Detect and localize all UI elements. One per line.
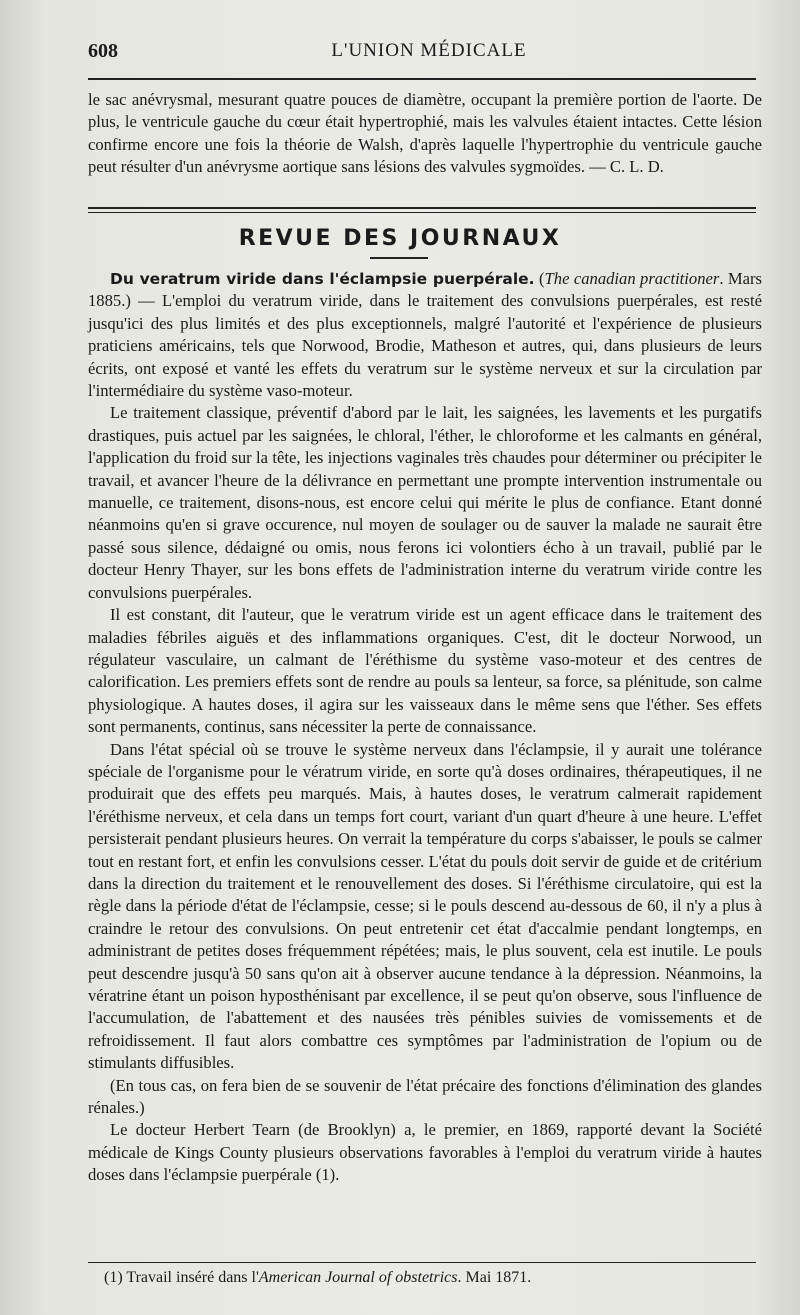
page-header	[88, 40, 770, 70]
article-paragraph: (En tous cas, on fera bien de se souvenir de l'état précaire des fonctions d'élimination des glandes rénales.)	[88, 1075, 762, 1118]
article-paragraph: L'emploi du veratrum viride, dans le traitement des convulsions puerpérales, est resté jusqu'ici des plus limités et des plus exceptionnels, malgré l'autorité et l'expérience de plusieurs praticiens américains, tels que Norwood, Brodie, Matheson et autres, qui, dans plusieurs de leurs écrits, ont exposé et vanté les effets du veratrum sur le système nerveux et sur la circulation par l'intermédiaire du système vaso-moteur.	[88, 291, 762, 401]
footnote-rule	[88, 1262, 756, 1263]
footnote	[104, 1267, 764, 1289]
article-paragraph: Le traitement classique, préventif d'abord par le lait, les saignées, les lavements et les purgatifs drastiques, puis actuel par les saignées, le chloral, l'éther, le chloroforme et les calmants en général, l'application du froid sur la tête, les injections vaginales très chaudes pour déterminer ou précipiter le travail, et avancer l'heure de la délivrance en permettant une prompte intervention instrumentale ou manuelle, ce traitement, disons-nous, est encore celui qui mérite le plus de confiance. Etant donné néanmoins qu'en si grave occurence, nul moyen de soulager ou de sauver la malade ne saurait être passé sous silence, dédaigné ou omis, nous ferons ici volontiers écho à un travail, publié par le docteur Henry Thayer, sur les bons effets de l'administration interne du veratrum viride contre les convulsions puerpérales.	[88, 403, 762, 602]
article-paragraph: Dans l'état spécial où se trouve le système nerveux dans l'éclampsie, il y aurait une tolérance spéciale de l'organisme pour le vératrum viride, en sorte qu'à doses ordinaires, thérapeutiques, il ne produirait que des effets peu marqués. Mais, à hautes doses, le veratrum calmerait rapidement l'éréthisme nerveux, et cela dans un temps fort court, variant d'un quart d'heure à une heure. L'effet persisterait pendant plusieurs heures. On verrait la température du corps s'abaisser, le pouls se calmer tout en restant fort, et enfin les convulsions cesser. L'état du pouls doit servir de guide et de critérium dans la direction du traitement et le renouvellement des doses. Si l'éréthisme circulatoire, qui est la règle dans la période d'état de l'éclampsie, cesse; si le pouls descend au-dessous de 60, il n'y a plus à craindre le retour des convulsions. On peut entretenir cet état d'accalmie pendant longtemps, en administrant de petites doses fréquemment répétées; mais, le plus souvent, cela est inutile. Le pouls peut descendre jusqu'à 50 sans qu'on ait à observer aucune tendance à la dépression. Néanmoins, la vératrine étant un poison hyposthénisant par excellence, il se peut qu'on observe, sous l'influence de l'accumulation, de l'abattement et des nausées très pénibles suivies de vomissements et de refroidissement. Il faut alors combattre ces symptômes par l'administration de l'opium ou de stimulants diffusibles.	[88, 739, 762, 1073]
intro-paragraph: le sac anévrysmal, mesurant quatre pouces de diamètre, occupant la première portion de l'aorte. De plus, le ventricule gauche du cœur était hypertrophié, mais les valvules étaient intactes. Cette lésion confirme encore une fois la théorie de Walsh, d'après laquelle l'hypertrophie du ventricule gauche peut résulter d'un anévrysme aortique sans lésions des valvules sygmoïdes. — C. L. D.	[88, 90, 762, 177]
section-rule-top	[88, 207, 756, 209]
section-title: REVUE DES JOURNAUX	[238, 226, 562, 251]
footnote-text-after: . Mai 1871.	[457, 1269, 532, 1286]
running-title: L'UNION MÉDICALE	[331, 40, 527, 61]
section-title-underline	[370, 257, 428, 259]
section-rule-bottom	[88, 212, 756, 213]
footnote-text-before: Travail inséré dans l'	[122, 1269, 259, 1286]
article-paragraph: Il est constant, dit l'auteur, que le veratrum viride est un agent efficace dans le traitement des maladies fébriles aiguës et des inflammations organiques. C'est, dit le docteur Norwood, un régulateur vasculaire, un calmant de l'éréthisme du système vaso-moteur et des centres de calorification. Les premiers effets sont de rendre au pouls sa lenteur, sa force, sa plénitude, son calme physiologique. A hautes doses, il agira sur les vaisseaux dans le même sens que l'éther. Ses effets sont permanents, continus, sans nécessiter la perte de connaissance.	[88, 605, 762, 737]
article-source-open: (	[539, 269, 545, 288]
page-number: 608	[88, 40, 118, 62]
footnote-marker: (1)	[104, 1269, 123, 1286]
article-source-journal: The canadian practitioner	[544, 269, 720, 288]
article-first-paragraph	[88, 268, 762, 402]
article-body	[88, 268, 762, 1187]
article-paragraph: Le docteur Herbert Tearn (de Brooklyn) a, le premier, en 1869, rapporté devant la Société médicale de Kings County plusieurs observations favorables à l'emploi du veratrum viride à hautes doses dans l'éclampsie puerpérale (1).	[88, 1120, 762, 1185]
header-rule	[88, 78, 756, 80]
footnote-journal: American Journal of obstetrics	[258, 1269, 458, 1286]
intro-paragraph-block	[88, 89, 762, 179]
article-source-rest: . Mars 1885.) —	[88, 269, 763, 311]
article-title: Du veratrum viride dans l'éclampsie puerpérale.	[110, 270, 535, 288]
